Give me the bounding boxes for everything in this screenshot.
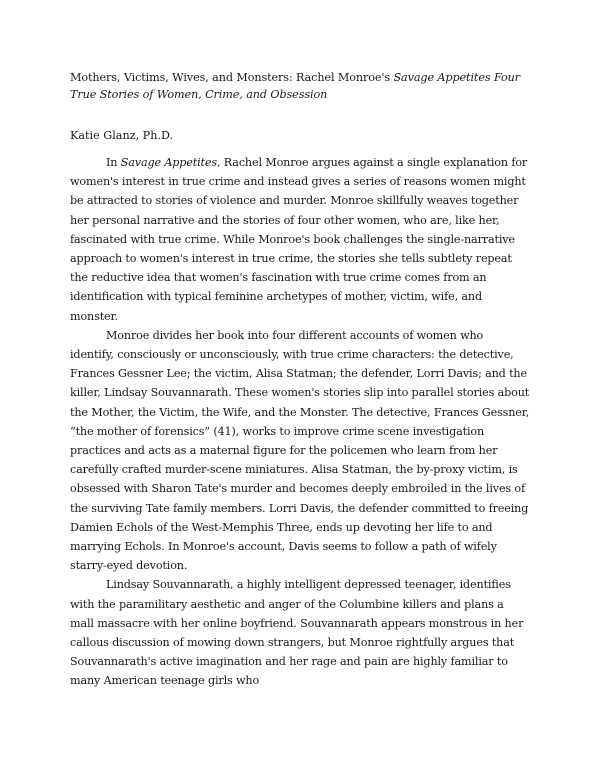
book-title: Savage Appetites Four True Stories of Women, Crime, and Obsession — [70, 71, 520, 101]
paragraph-italic: Savage Appetites — [120, 156, 217, 169]
paragraph-lead: In — [106, 156, 121, 169]
paragraph — [70, 153, 530, 326]
document-title — [70, 69, 540, 103]
paragraph — [70, 575, 530, 690]
paragraph — [70, 326, 530, 576]
paragraph-text: Lindsay Souvannarath, a highly intelligent depressed teenager, identifies with the paramilitary aesthetic and anger of the Columbine killers and plans a mall massacre with her online boyfriend. Souvannarath appears monstrous in her callous discussion of mowing down strangers, but Monroe rightfully argues that Souvannarath's active imagination and her rage and pain are highly familiar to many American teenage girls who — [70, 578, 524, 688]
paragraph-text: Monroe divides her book into four different accounts of women who identify, consciously or unconsciously, with true crime characters: the detective, Frances Gessner Lee; the victim, Alisa Statman; the defender, Lorri Davis; and the killer, Lindsay Souvannarath. These women's stories slip into parallel stories about the Mother, the Victim, the Wife, and the Monster. The detective, Frances Gessner, “the mother of forensics” (41), works to improve crime scene investigation practices and acts as a maternal figure for the policemen who learn from her carefully crafted murder-scene miniatures. Alisa Statman, the by-proxy victim, is obsessed with Sharon Tate's murder and becomes deeply embroiled in the lives of the surviving Tate family members. Lorri Davis, the defender committed to freeing Damien Echols of the West-Memphis Three, ends up devoting her life to and marrying Echols. In Monroe's account, Davis seems to follow a path of wifely starry-eyed devotion. — [70, 328, 530, 573]
title-prefix: Mothers, Victims, Wives, and Monsters: Rachel Monroe's — [70, 71, 394, 84]
document-body — [70, 153, 530, 691]
author-name: Katie Glanz, Ph.D. — [70, 129, 174, 142]
paragraph-text: , Rachel Monroe argues against a single explanation for women's interest in true crime and instead gives a series of reasons women might be attracted to stories of violence and murder. Monroe skillfully weaves together her personal narrative and the stories of four other women, who are, like her, fascinated with true crime. While Monroe's book challenges the single-narrative approach to women's interest in true crime, the stories she tells subtlety repeat the reductive idea that women's fascination with true crime comes from an identification with typical feminine archetypes of mother, victim, wife, and monster. — [70, 156, 528, 323]
